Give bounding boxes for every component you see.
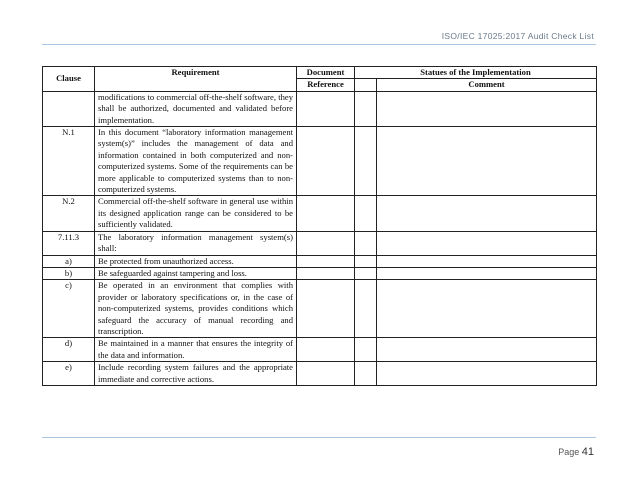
clause-cell: d) bbox=[43, 338, 95, 362]
comment-cell[interactable] bbox=[377, 280, 597, 338]
comment-cell[interactable] bbox=[377, 127, 597, 196]
requirement-cell: Be protected from unauthorized access. bbox=[95, 255, 297, 267]
document-reference-cell[interactable] bbox=[297, 91, 355, 126]
status-check-cell[interactable] bbox=[355, 267, 377, 279]
page-number bbox=[558, 446, 594, 458]
table-row bbox=[43, 231, 597, 255]
comment-cell[interactable] bbox=[377, 231, 597, 255]
clause-cell: N.2 bbox=[43, 196, 95, 231]
requirement-cell: In this document “laboratory information management system(s)” includes the management of data and information contained in both computerized and non-computerized systems. Some of the requirements can be more applicable to computerized systems than to non-computerized systems. bbox=[95, 127, 297, 196]
document-reference-cell[interactable] bbox=[297, 362, 355, 386]
comment-cell[interactable] bbox=[377, 362, 597, 386]
page-label: Page bbox=[558, 447, 580, 457]
comment-cell[interactable] bbox=[377, 267, 597, 279]
status-check-cell[interactable] bbox=[355, 91, 377, 126]
status-check-cell[interactable] bbox=[355, 255, 377, 267]
clause-cell bbox=[43, 91, 95, 126]
status-check-cell[interactable] bbox=[355, 338, 377, 362]
reference-column-header: Reference bbox=[297, 79, 355, 91]
clause-cell: a) bbox=[43, 255, 95, 267]
table-row bbox=[43, 255, 597, 267]
audit-checklist-table bbox=[42, 66, 597, 386]
clause-cell: b) bbox=[43, 267, 95, 279]
status-check-header bbox=[355, 79, 377, 91]
table-row bbox=[43, 338, 597, 362]
table-row bbox=[43, 91, 597, 126]
comment-column-header: Comment bbox=[377, 79, 597, 91]
table-row bbox=[43, 196, 597, 231]
clause-cell: 7.11.3 bbox=[43, 231, 95, 255]
document-column-header: Document bbox=[297, 67, 355, 79]
document-reference-cell[interactable] bbox=[297, 231, 355, 255]
header-divider bbox=[42, 44, 596, 45]
clause-cell: e) bbox=[43, 362, 95, 386]
requirement-cell: Be maintained in a manner that ensures the integrity of the data and information. bbox=[95, 338, 297, 362]
footer-divider bbox=[42, 437, 596, 438]
table-row bbox=[43, 280, 597, 338]
table-row bbox=[43, 362, 597, 386]
page-number-value: 41 bbox=[581, 446, 594, 458]
status-column-header: Statues of the Implementation bbox=[355, 67, 597, 79]
table-row bbox=[43, 127, 597, 196]
document-reference-cell[interactable] bbox=[297, 280, 355, 338]
comment-cell[interactable] bbox=[377, 91, 597, 126]
document-reference-cell[interactable] bbox=[297, 127, 355, 196]
clause-cell: N.1 bbox=[43, 127, 95, 196]
requirement-cell: modifications to commercial off-the-shelf software, they shall be authorized, documented and validated before implementation. bbox=[95, 91, 297, 126]
table-row bbox=[43, 267, 597, 279]
requirement-cell: The laboratory information management system(s) shall: bbox=[95, 231, 297, 255]
requirement-cell: Commercial off-the-shelf software in general use within its designed application range can be considered to be sufficiently validated. bbox=[95, 196, 297, 231]
comment-cell[interactable] bbox=[377, 255, 597, 267]
comment-cell[interactable] bbox=[377, 338, 597, 362]
table-header-row bbox=[43, 67, 597, 79]
status-check-cell[interactable] bbox=[355, 127, 377, 196]
document-reference-cell[interactable] bbox=[297, 267, 355, 279]
document-reference-cell[interactable] bbox=[297, 196, 355, 231]
requirement-cell: Be safeguarded against tampering and loss. bbox=[95, 267, 297, 279]
status-check-cell[interactable] bbox=[355, 280, 377, 338]
requirement-cell: Be operated in an environment that complies with provider or laboratory specifications or, in the case of non-computerized systems, provides conditions which safeguard the accuracy of manual recording and transcription. bbox=[95, 280, 297, 338]
status-check-cell[interactable] bbox=[355, 196, 377, 231]
requirement-cell: Include recording system failures and the appropriate immediate and corrective actions. bbox=[95, 362, 297, 386]
comment-cell[interactable] bbox=[377, 196, 597, 231]
clause-cell: c) bbox=[43, 280, 95, 338]
status-check-cell[interactable] bbox=[355, 362, 377, 386]
document-reference-cell[interactable] bbox=[297, 255, 355, 267]
document-header-title: ISO/IEC 17025:2017 Audit Check List bbox=[441, 31, 594, 41]
clause-column-header: Clause bbox=[43, 67, 95, 92]
requirement-column-header: Requirement bbox=[95, 67, 297, 92]
document-reference-cell[interactable] bbox=[297, 338, 355, 362]
status-check-cell[interactable] bbox=[355, 231, 377, 255]
